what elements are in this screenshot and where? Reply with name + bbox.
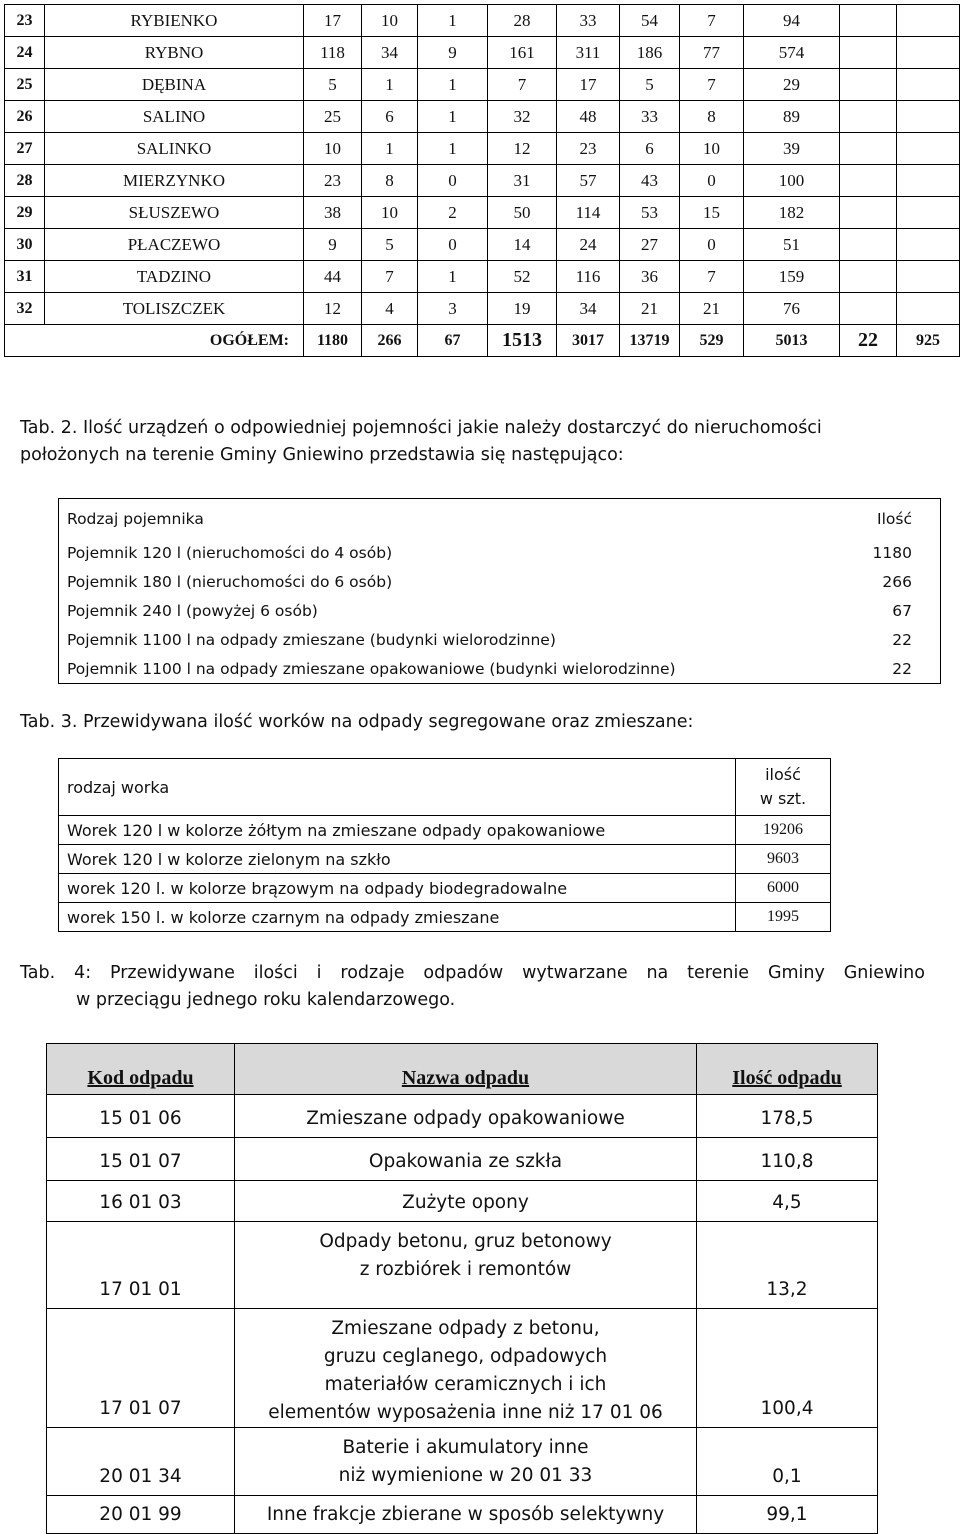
- empty-cell: [897, 165, 960, 197]
- value-cell: 76: [744, 293, 840, 325]
- row-number-cell: 27: [5, 133, 45, 165]
- value-cell: 7: [680, 261, 744, 293]
- tab2-caption-line2: położonych na terenie Gminy Gniewino przedstawia się następująco:: [20, 445, 624, 465]
- value-cell: 33: [620, 101, 680, 133]
- empty-cell: [897, 5, 960, 37]
- row-number-cell: 28: [5, 165, 45, 197]
- value-cell: 19: [488, 293, 557, 325]
- container-count-table: [58, 498, 941, 684]
- value-cell: 29: [744, 69, 840, 101]
- row-number-cell: 25: [5, 69, 45, 101]
- empty-cell: [840, 133, 897, 165]
- value-cell: 3: [418, 293, 488, 325]
- value-cell: 50: [488, 197, 557, 229]
- value-cell: 159: [744, 261, 840, 293]
- value-cell: 12: [304, 293, 362, 325]
- total-value-cell: 1180: [304, 325, 362, 357]
- value-cell: 53: [620, 197, 680, 229]
- value-cell: 33: [557, 5, 620, 37]
- value-cell: 17: [304, 5, 362, 37]
- waste-name-cell: [235, 1428, 697, 1496]
- waste-name-line: niż wymienione w 20 01 33: [338, 1465, 593, 1486]
- waste-qty-cell: 99,1: [697, 1496, 878, 1534]
- waste-code-cell: 17 01 01: [47, 1222, 235, 1309]
- table-row: [47, 1309, 878, 1428]
- value-cell: 23: [557, 133, 620, 165]
- col-header-waste-name-text: Nazwa odpadu: [401, 1067, 530, 1089]
- total-value-cell: 22: [840, 325, 897, 357]
- total-value-cell: 266: [362, 325, 418, 357]
- village-waste-table: [4, 4, 960, 357]
- value-cell: 10: [362, 5, 418, 37]
- waste-type-table: [46, 1043, 878, 1534]
- value-cell: 5: [362, 229, 418, 261]
- waste-code-cell: 17 01 07: [47, 1309, 235, 1428]
- value-cell: 34: [362, 37, 418, 69]
- row-number-cell: 32: [5, 293, 45, 325]
- village-name-cell: SALINKO: [45, 133, 304, 165]
- waste-code-cell: 20 01 99: [47, 1496, 235, 1534]
- value-cell: 9: [304, 229, 362, 261]
- waste-name-line: Zmieszane odpady opakowaniowe: [306, 1108, 625, 1129]
- empty-cell: [5, 325, 45, 357]
- container-qty-cell: 22: [892, 659, 912, 678]
- bag-type-cell: worek 150 l. w kolorze czarnym na odpady zmieszane: [59, 903, 736, 932]
- empty-cell: [840, 293, 897, 325]
- waste-name-line: elementów wyposażenia inne niż 17 01 06: [268, 1402, 663, 1423]
- table-row: [59, 654, 941, 684]
- col-header-bag-type: rodzaj worka: [67, 777, 170, 797]
- col-header-quantity: Ilość: [877, 509, 912, 528]
- total-value-cell: 67: [418, 325, 488, 357]
- value-cell: 116: [557, 261, 620, 293]
- value-cell: 0: [680, 229, 744, 261]
- table-row: [47, 1095, 878, 1138]
- waste-name-cell: [235, 1222, 697, 1309]
- value-cell: 94: [744, 5, 840, 37]
- empty-cell: [897, 69, 960, 101]
- waste-code-cell: 15 01 06: [47, 1095, 235, 1138]
- value-cell: 0: [680, 165, 744, 197]
- row-number-cell: 26: [5, 101, 45, 133]
- bag-qty-cell: 19206: [736, 816, 831, 845]
- row-number-cell: 30: [5, 229, 45, 261]
- waste-qty-cell: 13,2: [697, 1222, 878, 1309]
- table-row: [47, 1138, 878, 1181]
- value-cell: 2: [418, 197, 488, 229]
- waste-qty-cell: 0,1: [697, 1428, 878, 1496]
- waste-qty-cell: 4,5: [697, 1181, 878, 1222]
- value-cell: 7: [680, 5, 744, 37]
- table-row: [59, 596, 941, 625]
- value-cell: 27: [620, 229, 680, 261]
- value-cell: 12: [488, 133, 557, 165]
- empty-cell: [840, 37, 897, 69]
- value-cell: 7: [362, 261, 418, 293]
- table-header-row: [59, 499, 941, 539]
- value-cell: 6: [362, 101, 418, 133]
- value-cell: 186: [620, 37, 680, 69]
- table-row: [59, 567, 941, 596]
- row-number-cell: 23: [5, 5, 45, 37]
- tab4-caption: [20, 960, 925, 1014]
- value-cell: 311: [557, 37, 620, 69]
- value-cell: 43: [620, 165, 680, 197]
- village-name-cell: DĘBINA: [45, 69, 304, 101]
- value-cell: 7: [680, 69, 744, 101]
- waste-qty-cell: 110,8: [697, 1138, 878, 1181]
- village-name-cell: MIERZYNKO: [45, 165, 304, 197]
- value-cell: 5: [620, 69, 680, 101]
- value-cell: 54: [620, 5, 680, 37]
- value-cell: 1: [418, 261, 488, 293]
- village-name-cell: RYBNO: [45, 37, 304, 69]
- village-name-cell: PŁACZEWO: [45, 229, 304, 261]
- total-value-cell: 13719: [620, 325, 680, 357]
- table-row: [5, 37, 960, 69]
- waste-code-cell: 20 01 34: [47, 1428, 235, 1496]
- empty-cell: [840, 69, 897, 101]
- empty-cell: [840, 165, 897, 197]
- row-number-cell: 31: [5, 261, 45, 293]
- bag-count-table: [58, 758, 831, 932]
- value-cell: 1: [418, 133, 488, 165]
- value-cell: 52: [488, 261, 557, 293]
- table-row: [59, 845, 831, 874]
- bag-type-cell: Worek 120 l w kolorze zielonym na szkło: [59, 845, 736, 874]
- container-qty-cell: 22: [892, 630, 912, 649]
- row-number-cell: 24: [5, 37, 45, 69]
- table-header-row: [47, 1044, 878, 1095]
- total-label: OGÓŁEM:: [45, 325, 304, 357]
- value-cell: 8: [680, 101, 744, 133]
- value-cell: 25: [304, 101, 362, 133]
- value-cell: 118: [304, 37, 362, 69]
- bag-qty-cell: 6000: [736, 874, 831, 903]
- col-header-waste-code: [47, 1044, 235, 1095]
- table-row: [5, 5, 960, 37]
- bag-type-cell: Worek 120 l w kolorze żółtym na zmieszane odpady opakowaniowe: [59, 816, 736, 845]
- value-cell: 1: [418, 101, 488, 133]
- value-cell: 48: [557, 101, 620, 133]
- value-cell: 15: [680, 197, 744, 229]
- total-value-cell: 529: [680, 325, 744, 357]
- table-row: [47, 1428, 878, 1496]
- tab2-caption-line1: Tab. 2. Ilość urządzeń o odpowiedniej pojemności jakie należy dostarczyć do nieruchomości: [20, 418, 822, 438]
- table-row: [5, 69, 960, 101]
- empty-cell: [840, 101, 897, 133]
- empty-cell: [897, 293, 960, 325]
- table-row: [47, 1222, 878, 1309]
- value-cell: 9: [418, 37, 488, 69]
- village-name-cell: SALINO: [45, 101, 304, 133]
- tab4-caption-line1: Tab. 4: Przewidywane ilości i rodzaje odpadów wytwarzane na terenie Gminy Gniewino: [20, 963, 925, 983]
- table-row: [59, 538, 941, 567]
- table-row: [47, 1496, 878, 1534]
- container-qty-cell: 266: [882, 572, 912, 591]
- value-cell: 57: [557, 165, 620, 197]
- waste-name-line: Zmieszane odpady z betonu,: [331, 1318, 600, 1339]
- empty-cell: [840, 197, 897, 229]
- value-cell: 21: [680, 293, 744, 325]
- empty-cell: [840, 261, 897, 293]
- value-cell: 0: [418, 165, 488, 197]
- value-cell: 23: [304, 165, 362, 197]
- value-cell: 44: [304, 261, 362, 293]
- value-cell: 182: [744, 197, 840, 229]
- value-cell: 36: [620, 261, 680, 293]
- value-cell: 77: [680, 37, 744, 69]
- table-row: [59, 874, 831, 903]
- value-cell: 31: [488, 165, 557, 197]
- village-name-cell: RYBIENKO: [45, 5, 304, 37]
- value-cell: 1: [418, 5, 488, 37]
- village-name-cell: SŁUSZEWO: [45, 197, 304, 229]
- tab4-caption-line2: w przeciągu jednego roku kalendarzowego.: [76, 990, 456, 1010]
- total-value-cell: 3017: [557, 325, 620, 357]
- total-value-cell: 925: [897, 325, 960, 357]
- value-cell: 39: [744, 133, 840, 165]
- value-cell: 114: [557, 197, 620, 229]
- container-type-cell: Pojemnik 1100 l na odpady zmieszane opakowaniowe (budynki wielorodzinne): [67, 659, 676, 678]
- waste-name-cell: [235, 1138, 697, 1181]
- container-qty-cell: 67: [892, 601, 912, 620]
- col-header-waste-name: [235, 1044, 697, 1095]
- table-row: [5, 133, 960, 165]
- table-row: [59, 903, 831, 932]
- value-cell: 10: [680, 133, 744, 165]
- value-cell: 1: [362, 133, 418, 165]
- col-header-waste-qty-text: Ilość odpadu: [732, 1067, 842, 1089]
- waste-name-line: Baterie i akumulatory inne: [342, 1437, 589, 1458]
- col-header-qty-line2: w szt.: [759, 789, 807, 808]
- waste-name-line: gruzu ceglanego, odpadowych: [323, 1346, 608, 1367]
- table-row: [5, 197, 960, 229]
- table-row: [59, 816, 831, 845]
- container-type-cell: Pojemnik 180 l (nieruchomości do 6 osób): [67, 572, 393, 591]
- empty-cell: [897, 197, 960, 229]
- empty-cell: [897, 261, 960, 293]
- waste-name-line: Opakowania ze szkła: [368, 1151, 563, 1172]
- value-cell: 32: [488, 101, 557, 133]
- waste-code-cell: 16 01 03: [47, 1181, 235, 1222]
- value-cell: 34: [557, 293, 620, 325]
- empty-cell: [897, 229, 960, 261]
- waste-name-line: Odpady betonu, gruz betonowy: [319, 1231, 612, 1252]
- waste-code-cell: 15 01 07: [47, 1138, 235, 1181]
- bag-qty-cell: 9603: [736, 845, 831, 874]
- value-cell: 10: [362, 197, 418, 229]
- table-row: [5, 165, 960, 197]
- tab3-caption: Tab. 3. Przewidywana ilość worków na odpady segregowane oraz zmieszane:: [20, 712, 694, 732]
- empty-cell: [897, 133, 960, 165]
- value-cell: 10: [304, 133, 362, 165]
- empty-cell: [840, 229, 897, 261]
- value-cell: 28: [488, 5, 557, 37]
- container-type-cell: Pojemnik 240 l (powyżej 6 osób): [67, 601, 318, 620]
- col-header-waste-qty: [697, 1044, 878, 1095]
- table-row: [59, 625, 941, 654]
- table-row: [5, 229, 960, 261]
- village-name-cell: TADZINO: [45, 261, 304, 293]
- value-cell: 574: [744, 37, 840, 69]
- value-cell: 0: [418, 229, 488, 261]
- waste-qty-cell: 178,5: [697, 1095, 878, 1138]
- bag-qty-cell: 1995: [736, 903, 831, 932]
- tab2-caption: [20, 415, 950, 469]
- total-value-cell: 1513: [488, 325, 557, 357]
- waste-qty-cell: 100,4: [697, 1309, 878, 1428]
- value-cell: 1: [362, 69, 418, 101]
- value-cell: 89: [744, 101, 840, 133]
- col-header-container-type: Rodzaj pojemnika: [67, 509, 204, 528]
- table-row: [5, 261, 960, 293]
- value-cell: 24: [557, 229, 620, 261]
- bag-type-cell: worek 120 l. w kolorze brązowym na odpady biodegradowalne: [59, 874, 736, 903]
- value-cell: 6: [620, 133, 680, 165]
- value-cell: 8: [362, 165, 418, 197]
- value-cell: 5: [304, 69, 362, 101]
- village-name-cell: TOLISZCZEK: [45, 293, 304, 325]
- waste-name-line: materiałów ceramicznych i ich: [324, 1374, 607, 1395]
- value-cell: 100: [744, 165, 840, 197]
- value-cell: 51: [744, 229, 840, 261]
- waste-name-line: Zużyte opony: [402, 1192, 529, 1213]
- total-row: [5, 325, 960, 357]
- col-header-qty-line1: ilość: [765, 765, 801, 784]
- table-header-row: [59, 759, 831, 816]
- col-header-bag-quantity: [736, 759, 831, 816]
- value-cell: 7: [488, 69, 557, 101]
- col-header-waste-code-text: Kod odpadu: [87, 1067, 194, 1089]
- value-cell: 38: [304, 197, 362, 229]
- waste-name-cell: [235, 1309, 697, 1428]
- container-qty-cell: 1180: [872, 543, 912, 562]
- value-cell: 17: [557, 69, 620, 101]
- waste-name-cell: [235, 1181, 697, 1222]
- value-cell: 14: [488, 229, 557, 261]
- waste-name-line: z rozbiórek i remontów: [359, 1259, 572, 1280]
- empty-cell: [897, 37, 960, 69]
- value-cell: 1: [418, 69, 488, 101]
- value-cell: 21: [620, 293, 680, 325]
- empty-cell: [840, 5, 897, 37]
- table-row: [5, 101, 960, 133]
- value-cell: 4: [362, 293, 418, 325]
- container-type-cell: Pojemnik 120 l (nieruchomości do 4 osób): [67, 543, 393, 562]
- row-number-cell: 29: [5, 197, 45, 229]
- waste-name-cell: [235, 1095, 697, 1138]
- waste-name-cell: [235, 1496, 697, 1534]
- waste-name-line: Inne frakcje zbierane w sposób selektywny: [266, 1504, 665, 1525]
- total-value-cell: 5013: [744, 325, 840, 357]
- empty-cell: [897, 101, 960, 133]
- table-row: [47, 1181, 878, 1222]
- value-cell: 161: [488, 37, 557, 69]
- table-row: [5, 293, 960, 325]
- container-type-cell: Pojemnik 1100 l na odpady zmieszane (budynki wielorodzinne): [67, 630, 556, 649]
